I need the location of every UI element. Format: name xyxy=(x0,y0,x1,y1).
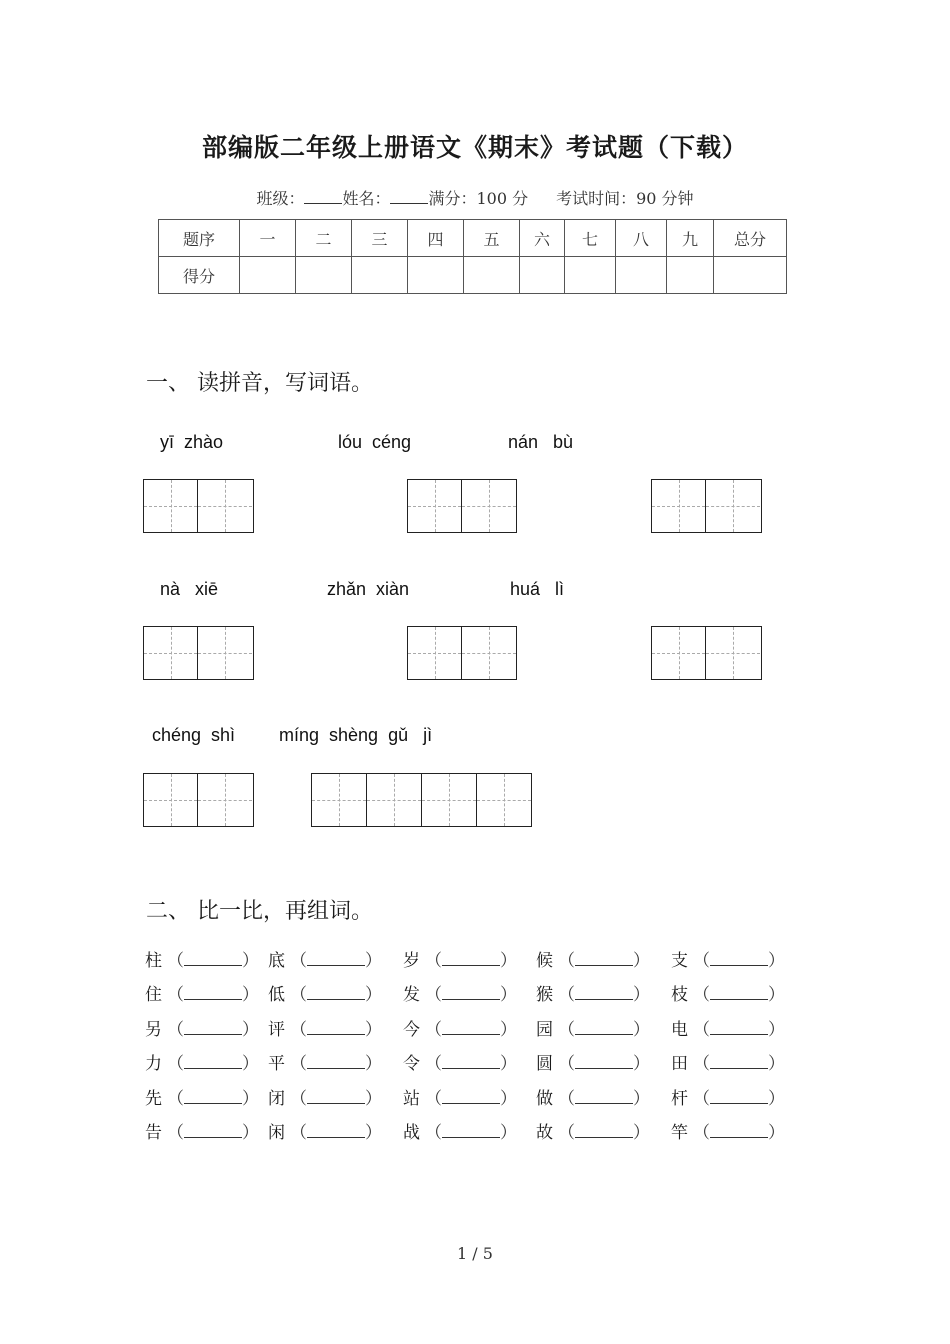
header-cell: 一 xyxy=(240,220,296,257)
answer-blank[interactable]: （ ） xyxy=(167,1019,259,1040)
compare-item xyxy=(145,980,259,1005)
score-cell[interactable] xyxy=(565,257,616,294)
compare-char: 支 xyxy=(671,951,688,971)
score-cell[interactable] xyxy=(714,257,787,294)
compare-char: 令 xyxy=(403,1054,420,1075)
score-cell[interactable] xyxy=(464,257,520,294)
compare-char: 闲 xyxy=(268,1123,285,1143)
score-cell[interactable] xyxy=(616,257,667,294)
compare-item xyxy=(145,1118,259,1143)
header-cell: 三 xyxy=(352,220,408,257)
answer-blank[interactable]: （ ） xyxy=(425,1123,517,1143)
compare-item xyxy=(536,1118,650,1143)
writing-grid[interactable] xyxy=(143,479,254,533)
answer-blank[interactable]: （ ） xyxy=(558,985,650,1006)
answer-blank[interactable]: （ ） xyxy=(167,1054,259,1075)
answer-blank[interactable]: （ ） xyxy=(425,985,517,1006)
pinyin-label: yī zhào xyxy=(160,432,224,452)
score-header-row xyxy=(159,220,787,257)
compare-item xyxy=(268,1049,382,1074)
answer-blank[interactable]: （ ） xyxy=(558,1019,650,1040)
compare-char: 发 xyxy=(403,985,420,1006)
writing-grid[interactable] xyxy=(143,773,254,827)
compare-item xyxy=(268,980,382,1005)
compare-char: 柱 xyxy=(145,951,162,971)
answer-blank[interactable]: （ ） xyxy=(693,1088,785,1109)
answer-blank[interactable]: （ ） xyxy=(290,1088,382,1109)
answer-blank[interactable]: （ ） xyxy=(167,1123,259,1143)
compare-char: 今 xyxy=(403,1019,420,1040)
answer-blank[interactable]: （ ） xyxy=(558,1088,650,1109)
compare-char: 杆 xyxy=(671,1088,688,1109)
header-cell: 九 xyxy=(667,220,714,257)
pinyin-label: zhǎn xiàn xyxy=(327,579,410,599)
compare-item xyxy=(671,1118,785,1143)
compare-char: 平 xyxy=(268,1054,285,1075)
compare-char: 田 xyxy=(671,1054,688,1075)
header-cell: 题序 xyxy=(159,220,240,257)
pinyin-label: nà xiē xyxy=(160,579,219,599)
pinyin-label: chéng shì xyxy=(152,725,236,745)
compare-item xyxy=(671,1084,785,1109)
compare-char: 力 xyxy=(145,1054,162,1075)
writing-grid[interactable] xyxy=(311,773,532,827)
full-score: 满分：100 分 xyxy=(428,189,529,208)
answer-blank[interactable]: （ ） xyxy=(558,1054,650,1075)
compare-char: 园 xyxy=(536,1019,553,1040)
row-label: 得分 xyxy=(159,257,240,294)
score-cell[interactable] xyxy=(352,257,408,294)
pinyin-label: huá lì xyxy=(510,579,565,599)
name-blank[interactable] xyxy=(390,191,428,204)
score-cell[interactable] xyxy=(520,257,565,294)
answer-blank[interactable]: （ ） xyxy=(558,1123,650,1143)
answer-blank[interactable]: （ ） xyxy=(425,1054,517,1075)
header-cell: 七 xyxy=(565,220,616,257)
section1-heading: 一、 读拼音，写词语。 xyxy=(146,371,373,396)
compare-char: 评 xyxy=(268,1019,285,1040)
compare-char: 低 xyxy=(268,985,285,1006)
compare-char: 电 xyxy=(671,1019,688,1040)
section2-heading: 二、 比一比，再组词。 xyxy=(146,899,373,924)
compare-item xyxy=(671,1015,785,1040)
answer-blank[interactable]: （ ） xyxy=(167,985,259,1006)
class-label: 班级： xyxy=(256,189,305,208)
answer-blank[interactable]: （ ） xyxy=(693,1123,785,1143)
writing-grid[interactable] xyxy=(143,626,254,680)
compare-char: 战 xyxy=(403,1123,420,1143)
compare-item xyxy=(671,1049,785,1074)
compare-item xyxy=(403,946,517,971)
score-cell[interactable] xyxy=(240,257,296,294)
compare-char: 猴 xyxy=(536,985,553,1006)
header-cell: 四 xyxy=(408,220,464,257)
compare-char: 故 xyxy=(536,1123,553,1143)
compare-char: 候 xyxy=(536,951,553,971)
answer-blank[interactable]: （ ） xyxy=(167,951,259,971)
compare-item xyxy=(268,1118,382,1143)
answer-blank[interactable]: （ ） xyxy=(693,951,785,971)
exam-info xyxy=(0,186,950,209)
name-label: 姓名： xyxy=(342,189,391,208)
answer-blank[interactable]: （ ） xyxy=(290,1054,382,1075)
answer-blank[interactable]: （ ） xyxy=(693,1054,785,1075)
writing-grid[interactable] xyxy=(651,479,762,533)
answer-blank[interactable]: （ ） xyxy=(693,1019,785,1040)
answer-blank[interactable]: （ ） xyxy=(290,1123,382,1143)
answer-blank[interactable]: （ ） xyxy=(290,1019,382,1040)
compare-char: 站 xyxy=(403,1088,420,1109)
exam-time: 考试时间：90 分钟 xyxy=(556,189,694,208)
compare-item xyxy=(268,1015,382,1040)
compare-char: 住 xyxy=(145,985,162,1006)
compare-char: 告 xyxy=(145,1123,162,1143)
compare-char: 枝 xyxy=(671,985,688,1006)
compare-char: 先 xyxy=(145,1088,162,1109)
compare-item xyxy=(671,946,785,971)
score-table xyxy=(158,219,787,294)
compare-item xyxy=(145,946,259,971)
answer-blank[interactable]: （ ） xyxy=(425,951,517,971)
compare-item xyxy=(145,1084,259,1109)
answer-blank[interactable]: （ ） xyxy=(290,985,382,1006)
compare-item xyxy=(145,1015,259,1040)
compare-item xyxy=(268,1084,382,1109)
compare-char: 竿 xyxy=(671,1123,688,1143)
compare-item xyxy=(536,1049,650,1074)
compare-char: 圆 xyxy=(536,1054,553,1075)
score-cell[interactable] xyxy=(667,257,714,294)
compare-item xyxy=(403,1118,517,1143)
writing-grid[interactable] xyxy=(407,479,517,533)
answer-blank[interactable]: （ ） xyxy=(290,951,382,971)
compare-item xyxy=(536,946,650,971)
compare-char: 底 xyxy=(268,951,285,971)
pinyin-label: míng shèng gǔ jì xyxy=(279,725,433,745)
compare-item xyxy=(403,1015,517,1040)
compare-item xyxy=(536,1015,650,1040)
compare-item xyxy=(403,1049,517,1074)
page-number: 1 / 5 xyxy=(457,1244,493,1263)
score-cell[interactable] xyxy=(296,257,352,294)
pinyin-label: nán bù xyxy=(508,432,574,452)
answer-blank[interactable]: （ ） xyxy=(558,951,650,971)
compare-item xyxy=(536,1084,650,1109)
writing-grid[interactable] xyxy=(407,626,517,680)
answer-blank[interactable]: （ ） xyxy=(693,985,785,1006)
compare-item xyxy=(145,1049,259,1074)
pinyin-label: lóu céng xyxy=(338,432,412,452)
answer-blank[interactable]: （ ） xyxy=(425,1019,517,1040)
class-blank[interactable] xyxy=(304,191,342,204)
header-cell: 八 xyxy=(616,220,667,257)
compare-item xyxy=(671,980,785,1005)
writing-grid[interactable] xyxy=(651,626,762,680)
page-title: 部编版二年级上册语文《期末》考试题（下载） xyxy=(201,133,748,162)
score-value-row xyxy=(159,257,787,294)
answer-blank[interactable]: （ ） xyxy=(425,1088,517,1109)
compare-item xyxy=(403,980,517,1005)
compare-item xyxy=(268,946,382,971)
header-cell: 二 xyxy=(296,220,352,257)
answer-blank[interactable]: （ ） xyxy=(167,1088,259,1109)
compare-char: 岁 xyxy=(403,951,420,971)
score-cell[interactable] xyxy=(408,257,464,294)
compare-char: 另 xyxy=(145,1019,162,1040)
compare-char: 闭 xyxy=(268,1088,285,1109)
header-cell: 总分 xyxy=(714,220,787,257)
header-cell: 五 xyxy=(464,220,520,257)
compare-item xyxy=(536,980,650,1005)
compare-item xyxy=(403,1084,517,1109)
header-cell: 六 xyxy=(520,220,565,257)
compare-char: 做 xyxy=(536,1088,553,1109)
